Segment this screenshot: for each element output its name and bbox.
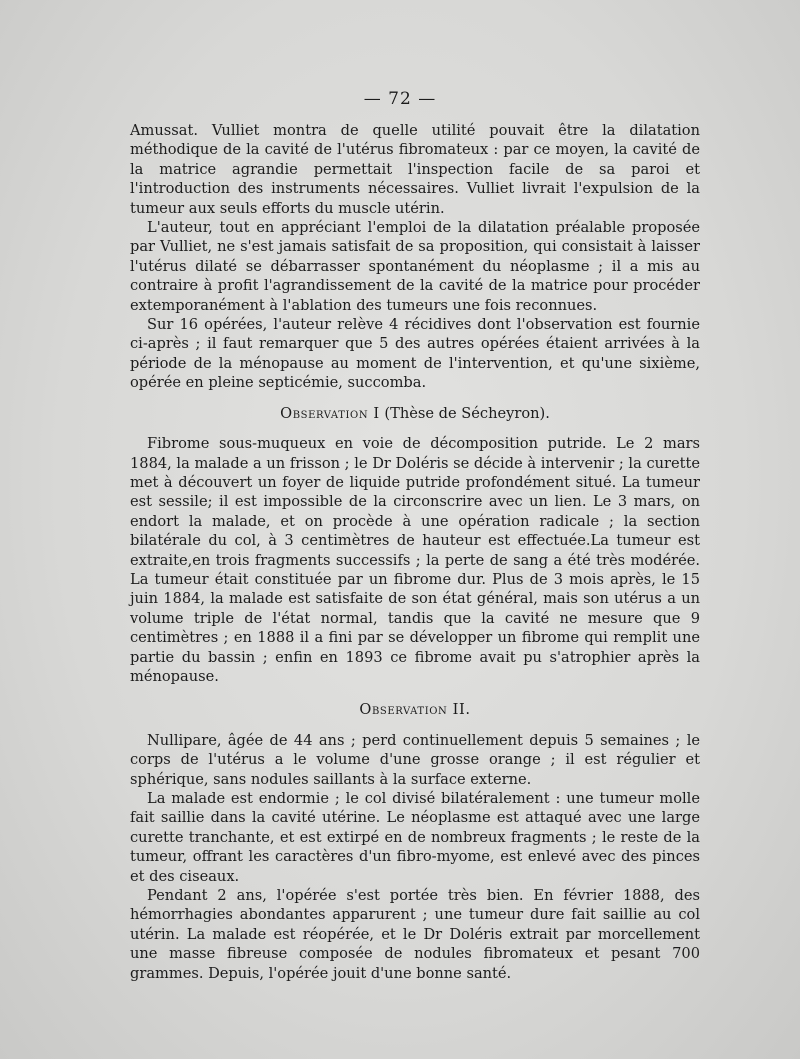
observation-2-paragraph-3: Pendant 2 ans, l'opérée s'est portée très bien. En février 1888, des hémorrhagies abondantes apparurent ; une tumeur dure fait saillie au col utérin. La malade est réopérée, et le Dr Doléris extrait par morcellement une masse fibreuse composée de nodules fibromateux et pesant 700 grammes. Depuis, l'opérée jouit d'une bonne santé. — [130, 887, 700, 982]
observation-1-paragraph: Fibrome sous-muqueux en voie de décomposition putride. Le 2 mars 1884, la malade a un frisson ; le Dr Doléris se décide à intervenir ; la curette met à découvert un foyer de liquide putride profondément situé. La tumeur est sessile; il est impossible de la circonscrire avec un lien. Le 3 mars, on endort la malade, et on procède à une opération radicale ; la section bilatérale du col, à 3 centimètres de hauteur est effectuée.La tumeur est extraite,en trois fragments successifs ; la perte de sang a été très modérée. La tumeur était constituée par un fibrome dur. Plus de 3 mois après, le 15 juin 1884, la malade est satisfaite de son état général, mais son utérus a un volume triple de l'état normal, tandis que la cavité ne mesure que 9 centimètres ; en 1888 il a fini par se développer un fibrome qui remplit une partie du bassin ; enfin en 1893 ce fibrome avait pu s'atrophier après la ménopause. — [130, 435, 700, 685]
observation-2-paragraph-2: La malade est endormie ; le col divisé bilatéralement : une tumeur molle fait saillie dans la cavité utérine. Le néoplasme est attaqué avec une large curette tranchante, et est extirpé en de nombreux fragments ; le reste de la tumeur, offrant les caractères d'un fibro-myome, est enlevé avec des pinces et des ciseaux. — [130, 790, 700, 885]
observation-2-title: Observation II. — [359, 701, 471, 719]
paragraph-intro-3: Sur 16 opérées, l'auteur relève 4 récidives dont l'observation est fournie ci-après ; il faut remarquer que 5 des autres opérées étaient arrivées à la période de la ménopause au moment de l'intervention, et qu'une sixième, opérée en pleine septicémie, succomba. — [130, 316, 700, 392]
page-number: — 72 — — [363, 89, 437, 109]
paragraph-intro-1: Amussat. Vulliet montra de quelle utilité pouvait être la dilatation méthodique de la cavité de l'utérus fibromateux : par ce moyen, la cavité de la matrice agrandie permettait l'inspection facile de sa paroi et l'introduction des instruments nécessaires. Vulliet livrait l'expulsion de la tumeur aux seuls efforts du muscle utérin. — [130, 122, 700, 217]
paragraph-intro-2: L'auteur, tout en appréciant l'emploi de la dilatation préalable proposée par Vulliet, ne s'est jamais satisfait de sa proposition, qui consistait à laisser l'utérus dilaté se débarrasser spontanément du néoplasme ; il a mis au contraire à profit l'agrandissement de la cavité de la matrice pour procéder extemporanément à l'ablation des tumeurs une fois reconnues. — [130, 219, 700, 314]
observation-1-source: (Thèse de Sécheyron). — [379, 404, 550, 422]
observation-1-heading — [130, 404, 700, 423]
observation-2-paragraph-1: Nullipare, âgée de 44 ans ; perd continuellement depuis 5 semaines ; le corps de l'utérus a le volume d'une grosse orange ; il est régulier et sphérique, sans nodules saillants à la surface externe. — [130, 731, 700, 788]
observation-1-title: Observation I — [280, 404, 380, 422]
body-text — [130, 121, 700, 983]
observation-2-heading — [130, 700, 700, 719]
